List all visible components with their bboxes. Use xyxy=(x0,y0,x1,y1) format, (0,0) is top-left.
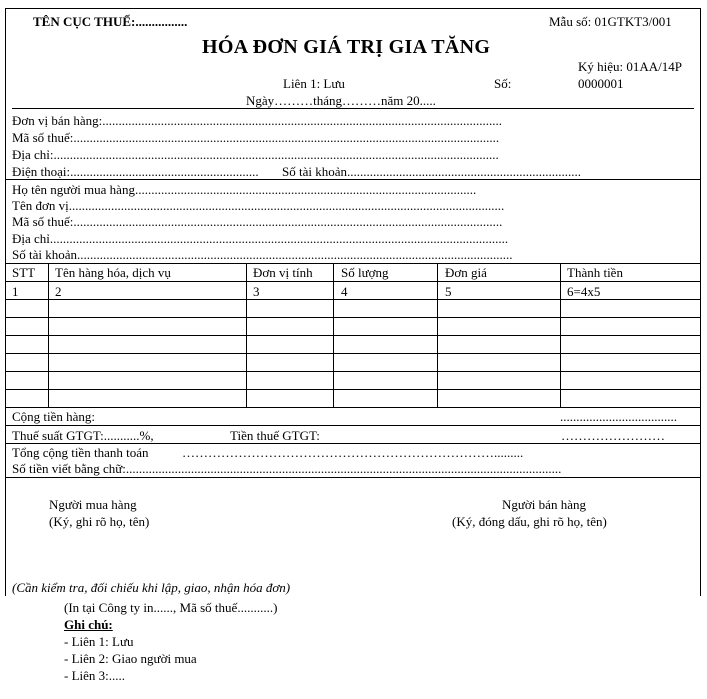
seller-tax-code: Mã số thuế:................................................................................................................................... xyxy=(12,130,500,145)
note-item: - Liên 1: Lưu xyxy=(64,634,134,649)
index-cell: 2 xyxy=(55,284,62,299)
vat-rate: Thuế suất GTGT:...........%, xyxy=(12,428,154,443)
grand-total-label: Tổng cộng tiền thanh toán xyxy=(12,445,149,460)
note-item: - Liên 3:..... xyxy=(64,668,126,683)
seller-signature-note: (Ký, đóng dấu, ghi rõ họ, tên) xyxy=(452,514,607,529)
col-header-stt: STT xyxy=(12,265,36,280)
seller-name: Đơn vị bán hàng:........................................................................................................................... xyxy=(12,113,503,128)
amount-in-words: Số tiền viết bằng chữ:...................................................................................................................................... xyxy=(12,461,562,476)
buyer-signature-note: (Ký, ghi rõ họ, tên) xyxy=(49,514,150,529)
buyer-name: Họ tên người mua hàng......................................................................................................... xyxy=(12,182,477,197)
invoice-date: Ngày………tháng………năm 20..... xyxy=(246,93,436,108)
seller-divider xyxy=(5,179,701,180)
seller-phone: Điện thoại:.......................................................... xyxy=(12,164,259,179)
col-header-unit: Đơn vị tính xyxy=(253,265,313,280)
form-number: Mẫu số: 01GTKT3/001 xyxy=(549,14,672,29)
notes-title: Ghi chú: xyxy=(64,617,113,632)
subtotal-value: .................................... xyxy=(560,409,677,424)
buyer-address: Địa chỉ............................................................................................................................................. xyxy=(12,231,509,246)
header-divider xyxy=(12,108,694,109)
buyer-tax-code: Mã số thuế:.................................................................................................................................... xyxy=(12,214,503,229)
col-header-unit-price: Đơn giá xyxy=(445,265,487,280)
vat-amount-label: Tiền thuế GTGT: xyxy=(230,428,320,443)
index-cell: 1 xyxy=(12,284,19,299)
copy-label: Liên 1: Lưu xyxy=(283,76,345,91)
buyer-signature-title: Người mua hàng xyxy=(49,497,137,512)
seller-signature-title: Người bán hàng xyxy=(502,497,586,512)
col-header-goods: Tên hàng hóa, dịch vụ xyxy=(55,265,171,280)
invoice-number: 0000001 xyxy=(578,76,624,91)
note-item: - Liên 2: Giao người mua xyxy=(64,651,197,666)
invoice-title: HÓA ĐƠN GIÁ TRỊ GIA TĂNG xyxy=(202,36,491,58)
index-cell: 4 xyxy=(341,284,348,299)
grand-total-value: ………………………………………………………………......... xyxy=(182,445,524,460)
vat-amount-value: …………………… xyxy=(561,428,665,443)
invoice-number-label: Số: xyxy=(494,76,512,91)
index-cell: 5 xyxy=(445,284,452,299)
buyer-unit: Tên đơn vị...................................................................................................................................... xyxy=(12,198,505,213)
printer-info: (In tại Công ty in......, Mã số thuế...........) xyxy=(64,600,278,615)
seller-address: Địa chỉ:......................................................................................................................................... xyxy=(12,147,499,162)
index-cell: 6=4x5 xyxy=(567,284,601,299)
col-header-quantity: Số lượng xyxy=(341,265,389,280)
col-header-amount: Thành tiền xyxy=(567,265,623,280)
tax-agency: TÊN CỤC THUẾ:................ xyxy=(33,14,188,29)
index-cell: 3 xyxy=(253,284,260,299)
seller-account: Số tài khoản........................................................................ xyxy=(282,164,581,179)
check-note: (Cần kiểm tra, đối chiếu khi lập, giao, nhận hóa đơn) xyxy=(12,580,291,595)
subtotal-label: Cộng tiền hàng: xyxy=(12,409,96,424)
invoice-symbol: Ký hiệu: 01AA/14P xyxy=(578,59,682,74)
buyer-account: Số tài khoản...................................................................................................................................... xyxy=(12,247,513,262)
